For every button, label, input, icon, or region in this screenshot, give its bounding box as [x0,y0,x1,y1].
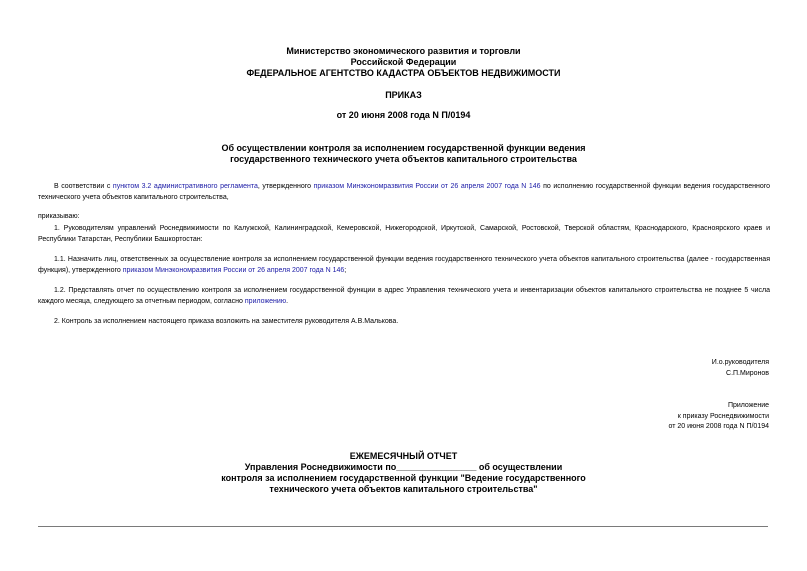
order-heading [0,90,807,101]
report-line-1: Управления Роснедвижимости по________________ об осуществлении [244,462,563,472]
agency-name: ФЕДЕРАЛЬНОЕ АГЕНТСТВО КАДАСТРА ОБЪЕКТОВ НЕДВИЖИМОСТИ [246,68,561,78]
item-1-1-order-link[interactable]: приказом Минэкономразвития России от 26 апреля 2007 года N 146 [122,266,345,274]
ministry-order-link[interactable]: приказом Минэкономразвития России от 26 апреля 2007 года N 146 [313,183,541,190]
order-date-block [0,110,807,121]
signatory-role: И.о.руководителя [711,359,769,366]
regulation-link[interactable]: пунктом 3.2 административного регламента [112,183,258,190]
preamble-paragraph [38,182,770,203]
signatory-name: С.П.Миронов [726,369,769,377]
preamble-text-1: В соответствии с [54,183,113,190]
item-1-2-text-2: . [286,297,289,305]
ministry-name: Министерство экономического развития и торговли [286,46,521,56]
report-title: ЕЖЕМЕСЯЧНЫЙ ОТЧЕТ [349,451,458,461]
subject-line-2: государственного технического учета объектов капитального строительства [230,154,577,164]
appendix-link[interactable]: приложению [244,297,287,305]
order-subject [0,143,807,165]
order-word: приказываю: [38,213,80,220]
subject-line-1: Об осуществлении контроля за исполнением государственной функции ведения [221,143,586,153]
report-heading [0,451,807,495]
appendix-header [668,401,769,433]
item-1-2-paragraph [38,286,770,307]
item-1-1-text-1: 1.1. Назначить лиц, ответственных за осуществление контроля за исполнением государственной функции ведения государственного технического учета объектов капитального строительства (далее - государственная функция), утвержденного [38,256,770,274]
appendix-date: от 20 июня 2008 года N П/0194 [668,423,769,430]
agency-header [0,46,807,79]
item-1-2-text-1: 1.2. Представлять отчет по осуществлению контроля за исполнением государственной функции в адрес Управления технического учета и инвентаризации объектов капитального строительства не позднее 5 числа каждого месяца, следующего за отчетным периодом, согласно [38,287,770,305]
item-1-1-paragraph [38,255,770,276]
signature-block [712,358,769,379]
order-date: от 20 июня 2008 года N П/0194 [336,110,471,120]
appendix-label: Приложение [727,402,769,409]
page-divider [38,526,768,527]
report-line-2: контроля за исполнением государственной функции "Ведение государственного [221,473,586,483]
appendix-ref: к приказу Роснедвижимости [677,412,769,420]
preamble-text-3: по исполнению государственной функции ведения государственного технического учета объектов капитального строительства, [38,183,771,201]
preamble-text-2: , утвержденного [257,183,314,190]
item-1-paragraph: 1. Руководителям управлений Роснедвижимости по Калужской, Калининградской, Кемеровской, Нижегородской, Иркутской, Самарской, Ростовской, Тверской областям, Краснодарского, Красноярского краев и Республики Татарстан, Республики Башкортостан: [38,225,770,243]
order-title: ПРИКАЗ [385,90,422,100]
country-name: Российской Федерации [350,57,457,67]
report-line-3: технического учета объектов капитального строительства" [269,484,538,494]
item-2-paragraph: 2. Контроль за исполнением настоящего приказа возложить на заместителя руководителя А.В.Малькова. [54,318,399,325]
item-1-1-text-2: ; [344,266,347,274]
